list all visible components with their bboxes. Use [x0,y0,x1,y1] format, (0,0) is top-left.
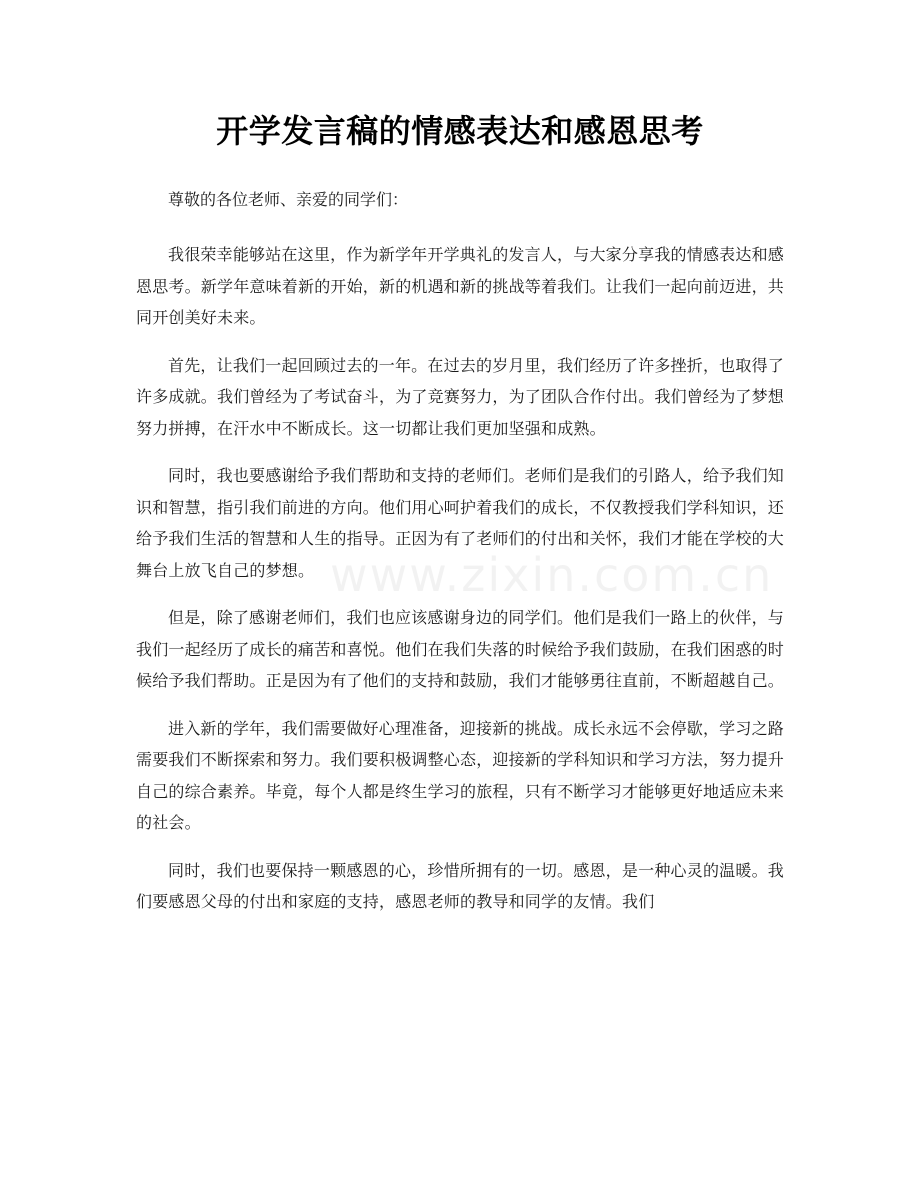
paragraph-6: 同时，我们也要保持一颗感恩的心，珍惜所拥有的一切。感恩，是一种心灵的温暖。我们要感恩父母的付出和家庭的支持，感恩老师的教导和同学的友情。我们 [136,860,784,911]
paragraph-1: 我很荣幸能够站在这里，作为新学年开学典礼的发言人，与大家分享我的情感表达和感恩思考。新学年意味着新的开始，新的机遇和新的挑战等着我们。让我们一起向前迈进，共同开创美好未来。 [136,245,785,327]
watermark: www.zixin.com.cn [330,548,774,602]
paragraph-5: 进入新的学年，我们需要做好心理准备，迎接新的挑战。成长永远不会停歇，学习之路需要我们不断探索和努力。我们要积极调整心态，迎接新的学科知识和学习方法，努力提升自己的综合素养。毕竟，每个人都是终生学习的旅程，只有不断学习才能够更好地适应未来的社会。 [136,718,785,832]
paragraph-2: 首先，让我们一起回顾过去的一年。在过去的岁月里，我们经历了许多挫折，也取得了许多成就。我们曾经为了考试奋斗，为了竞赛努力，为了团队合作付出。我们曾经为了梦想努力拼搏，在汗水中不断成长。这一切都让我们更加坚强和成熟。 [136,355,785,438]
document-title: 开学发言稿的情感表达和感恩思考 [216,112,704,150]
salutation: 尊敬的各位老师、亲爱的同学们： [168,190,409,209]
paragraph-4: 但是，除了感谢老师们，我们也应该感谢身边的同学们。他们是我们一路上的伙伴，与我们一起经历了成长的痛苦和喜悦。他们在我们失落的时候给予我们鼓励，在我们困惑的时候给予我们帮助。正是因为有了他们的支持和鼓励，我们才能够勇往直前，不断超越自己。 [136,608,785,690]
document-body [136,183,784,934]
paragraph-3: 同时，我也要感谢给予我们帮助和支持的老师们。老师们是我们的引路人，给予我们知识和智慧，指引我们前进的方向。他们用心呵护着我们的成长，不仅教授我们学科知识，还给予我们生活的智慧和人生的指导。正因为有了老师们的付出和关怀，我们才能在学校的大舞台上放飞自己的梦想。 [136,466,785,580]
